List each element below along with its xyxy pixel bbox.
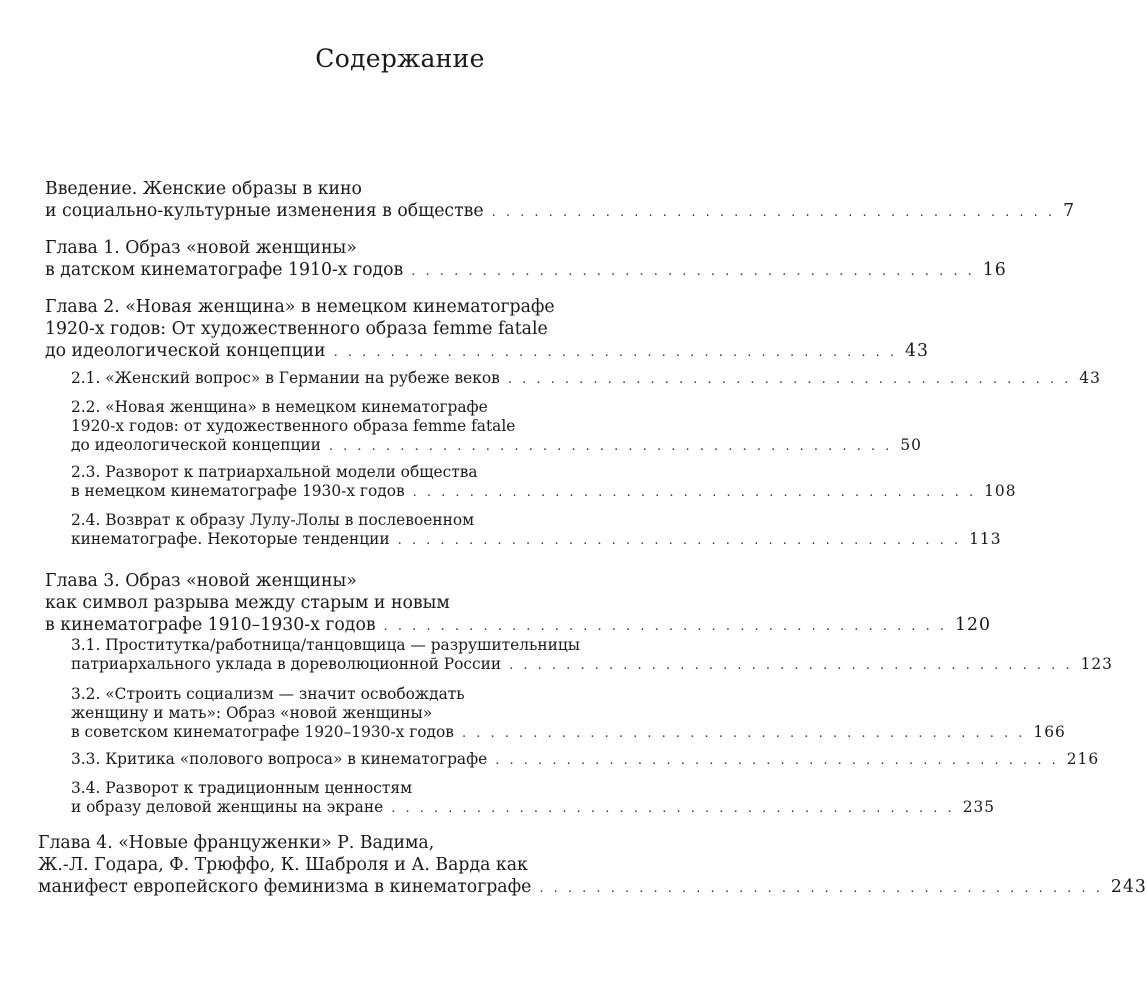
toc-entry-section-2-3[interactable] <box>71 463 1017 502</box>
toc-entry-chapter-2[interactable] <box>45 296 930 364</box>
dot-leader: . . . . . . . . . . . . . . . . . . . . . . . . . . . . . . . . . . . . . . . . <box>333 345 898 360</box>
dot-leader: . . . . . . . . . . . . . . . . . . . . . . . . . . . . . . . . . . . . . . . . <box>391 801 955 816</box>
toc-entry-section-3-1[interactable] <box>71 636 1113 675</box>
toc-entry-line: 3.1. Проститутка/работница/танцовщица — разрушительницы <box>71 636 581 654</box>
toc-page-number: 16 <box>982 260 1007 280</box>
toc-entry-chapter-4[interactable] <box>38 832 1147 900</box>
toc-page-number: 108 <box>984 482 1017 500</box>
toc-entry-line: 2.1. «Женский вопрос» в Германии на рубеже веков <box>71 369 500 387</box>
toc-entry-line: 3.2. «Строить социализм — значит освобождать <box>71 685 465 703</box>
toc-page-number: 113 <box>969 530 1002 548</box>
toc-entry-line: патриархального уклада в дореволюционной России <box>71 655 502 673</box>
toc-page-number: 7 <box>1063 201 1076 221</box>
toc-entry-introduction[interactable] <box>45 178 1076 224</box>
toc-entry-line: в кинематографе 1910–1930-х годов <box>45 615 376 635</box>
toc-entry-line: в датском кинематографе 1910-х годов <box>45 260 404 280</box>
toc-entry-line: манифест европейского феминизма в кинематографе <box>38 877 532 897</box>
toc-entry-line: Введение. Женские образы в кино <box>45 179 362 199</box>
toc-entry-line: женщину и мать»: Образ «новой женщины» <box>71 704 433 722</box>
toc-entry-section-3-2[interactable] <box>71 685 1066 743</box>
toc-page-number: 216 <box>1066 750 1100 768</box>
dot-leader: . . . . . . . . . . . . . . . . . . . . . . . . . . . . . . . . . . . . . . . . <box>495 753 1059 768</box>
dot-leader: . . . . . . . . . . . . . . . . . . . . . . . . . . . . . . . . . . . . . . . . <box>509 658 1073 673</box>
toc-entry-line: и образу деловой женщины на экране <box>71 798 384 816</box>
toc-entry-section-3-4[interactable] <box>71 779 996 818</box>
toc-entry-line: 2.2. «Новая женщина» в немецком кинематографе <box>71 398 488 416</box>
toc-entry-line: 3.4. Разворот к традиционным ценностям <box>71 779 413 797</box>
toc-page-number: 123 <box>1080 655 1113 673</box>
toc-entry-chapter-1[interactable] <box>45 237 1007 283</box>
toc-entry-chapter-3[interactable] <box>45 570 992 638</box>
toc-page-number: 166 <box>1033 723 1066 741</box>
toc-entry-line: до идеологической концепции <box>45 341 326 361</box>
dot-leader: . . . . . . . . . . . . . . . . . . . . . . . . . . . . . . . . . . . . . . . . <box>411 264 975 279</box>
toc-entry-section-2-2[interactable] <box>71 398 922 456</box>
toc-entry-line: 1920-х годов: от художественного образа femme fatale <box>71 417 516 435</box>
toc-entry-line: в советском кинематографе 1920–1930-х годов <box>71 723 454 741</box>
toc-entry-line: Глава 4. «Новые француженки» Р. Вадима, <box>38 833 435 853</box>
toc-page-number: 120 <box>955 615 992 635</box>
toc-page-number: 235 <box>962 798 996 816</box>
dot-leader: . . . . . . . . . . . . . . . . . . . . . . . . . . . . . . . . . . . . . . . . <box>507 372 1072 387</box>
toc-entry-section-3-3[interactable] <box>71 750 1100 770</box>
toc-entry-line: Глава 3. Образ «новой женщины» <box>45 571 357 591</box>
toc-entry-line: 2.4. Возврат к образу Лулу-Лолы в послевоенном <box>71 511 475 529</box>
page-title: Содержание <box>315 44 485 73</box>
dot-leader: . . . . . . . . . . . . . . . . . . . . . . . . . . . . . . . . . . . . . . . . <box>397 533 962 548</box>
toc-entry-line: 1920-х годов: От художественного образа femme fatale <box>45 319 548 339</box>
toc-entry-line: Глава 1. Образ «новой женщины» <box>45 238 357 258</box>
dot-leader: . . . . . . . . . . . . . . . . . . . . . . . . . . . . . . . . . . . . . . . . <box>412 485 977 500</box>
toc-entry-line: и социально-культурные изменения в обществе <box>45 201 484 221</box>
toc-page-number: 243 <box>1110 877 1147 897</box>
toc-entry-line: Ж.-Л. Годара, Ф. Трюффо, К. Шаброля и А. Варда как <box>38 855 528 875</box>
toc-page-number: 43 <box>905 341 930 361</box>
toc-entry-line: до идеологической концепции <box>71 436 321 454</box>
dot-leader: . . . . . . . . . . . . . . . . . . . . . . . . . . . . . . . . . . . . . . . . <box>461 726 1026 741</box>
toc-entry-line: 3.3. Критика «полового вопроса» в кинематографе <box>71 750 488 768</box>
toc-page-number: 43 <box>1079 369 1101 387</box>
toc-entry-line: как символ разрыва между старым и новым <box>45 593 450 613</box>
toc-entry-line: в немецком кинематографе 1930-х годов <box>71 482 405 500</box>
toc-entry-line: 2.3. Разворот к патриархальной модели общества <box>71 463 478 481</box>
dot-leader: . . . . . . . . . . . . . . . . . . . . . . . . . . . . . . . . . . . . . . . . <box>328 439 893 454</box>
toc-entry-section-2-4[interactable] <box>71 511 1002 550</box>
toc-page-number: 50 <box>900 436 922 454</box>
toc-entry-section-2-1[interactable] <box>71 369 1101 389</box>
dot-leader: . . . . . . . . . . . . . . . . . . . . . . . . . . . . . . . . . . . . . . . . <box>539 881 1103 896</box>
dot-leader: . . . . . . . . . . . . . . . . . . . . . . . . . . . . . . . . . . . . . . . . <box>383 619 948 634</box>
dot-leader: . . . . . . . . . . . . . . . . . . . . . . . . . . . . . . . . . . . . . . . . <box>491 205 1056 220</box>
toc-entry-line: кинематографе. Некоторые тенденции <box>71 530 390 548</box>
toc-entry-line: Глава 2. «Новая женщина» в немецком кинематографе <box>45 297 555 317</box>
